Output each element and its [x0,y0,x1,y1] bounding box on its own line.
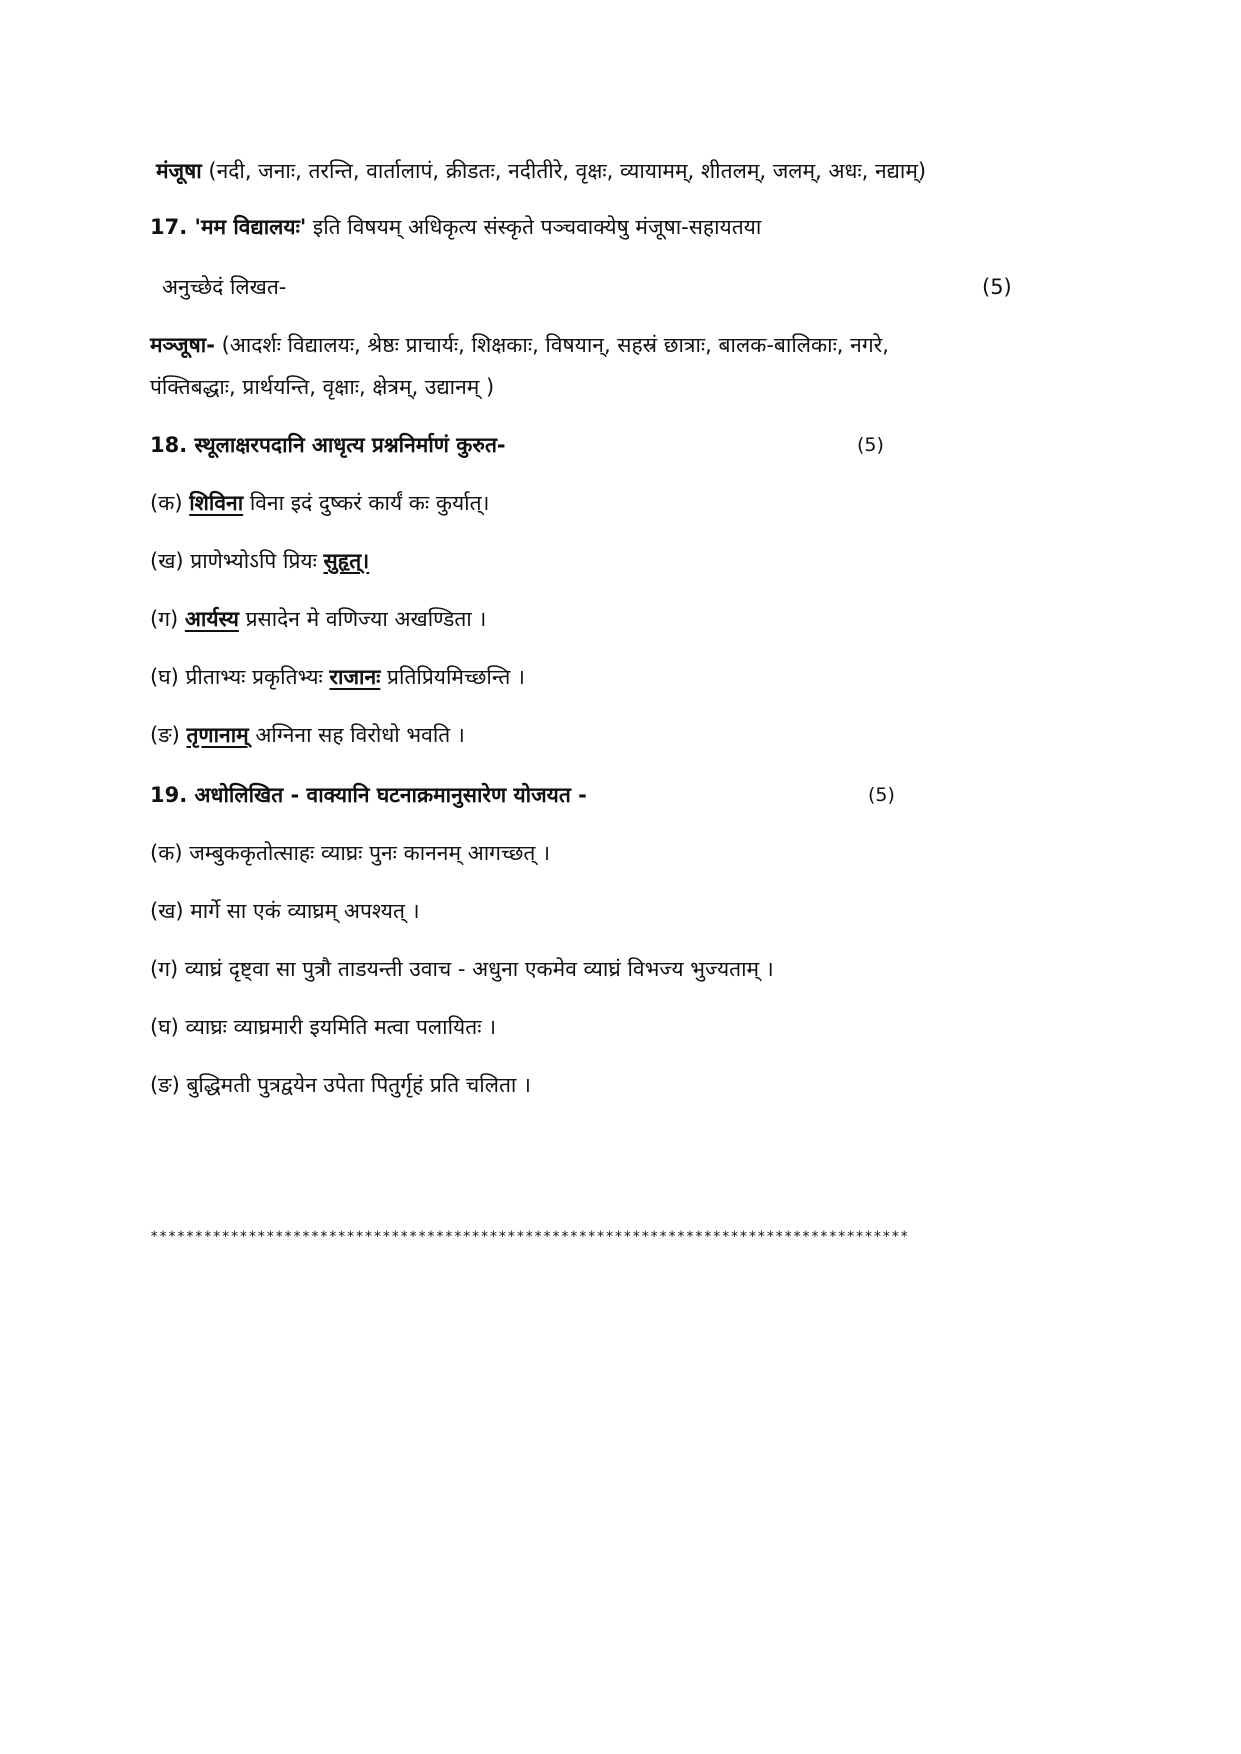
q18-item-2-bold: सुहृत्। [323,549,370,573]
q17-manjusha-line2: पंक्तिबद्धाः, प्रार्थयन्ति, वृक्षाः, क्षेत्रम्, उद्यानम् ) [150,375,495,399]
q17-topic: 'मम विद्यालयः' [194,215,307,239]
q19-item-3: (ग) व्याघ्रं दृष्ट्वा सा पुत्रौ ताडयन्ती उवाच - अधुना एकमेव व्याघ्रं विभज्य भुज्यताम् । [150,957,774,981]
q18-item-2-pre: (ख) प्राणेभ्योऽपि प्रियः [150,549,324,573]
q18-item-4-bold: राजानः [329,665,381,689]
q18-item-1 [150,488,490,518]
q18-item-2 [150,546,369,576]
q18-item-4-pre: (घ) प्रीताभ्यः प्रकृतिभ्यः [150,665,330,689]
q17-line [150,212,761,242]
q19-item-1: (क) जम्बुककृतोत्साहः व्याघ्रः पुनः काननम् आगच्छत् । [150,841,551,865]
q18-item-3-post: प्रसादेन मे वणिज्या अखण्डिता । [238,607,487,631]
q19-item-4: (घ) व्याघ्रः व्याघ्रमारी इयमिति मत्वा पलायितः । [150,1015,497,1039]
manjusha-label: मंजूषा [156,159,202,183]
q18-item-5-pre: (ङ) [150,723,187,747]
q18-item-5 [150,720,465,750]
q18-item-4-post: प्रतिप्रियमिच्छन्ति । [380,665,525,689]
q17-line2: अनुच्छेदं लिखत- [162,275,287,299]
q17-marks: (5) [982,275,1012,299]
q18-item-1-post: विना इदं दुष्करं कार्यं कः कुर्यात्। [243,491,490,515]
q17-number: 17. [150,215,195,239]
q18-marks: (5) [857,434,884,456]
q17-manjusha-line1 [150,330,889,360]
manjusha-words: (नदी, जनाः, तरन्ति, वार्तालापं, क्रीडतः, नदीतीरे, वृक्षः, व्यायामम्, शीतलम्, जलम्, अधः, नद्याम्) [201,159,927,183]
q18-item-1-bold: शिविना [189,491,244,515]
q17-manjusha-label: मञ्जूषा- [150,333,215,357]
manjusha-line [156,156,926,186]
q17-text: इति विषयम् अधिकृत्य संस्कृते पञ्चवाक्येषु मंजूषा-सहायतया [306,215,762,239]
q17-manjusha-words1: (आदर्शः विद्यालयः, श्रेष्ठः प्राचार्यः, शिक्षकाः, विषयान्, सहस्रं छात्राः, बालक-बालिकाः, नगरे, [214,333,889,357]
end-separator: ************************************************************************************* [150,1229,909,1245]
q19-marks: (5) [868,784,895,806]
q18-item-4 [150,662,525,692]
q18-item-5-post: अग्निना सह विरोधो भवति । [248,723,465,747]
q18-item-3-bold: आर्यस्य [184,607,239,631]
q18-item-5-bold: तृणानाम् [186,723,249,747]
q19-item-2: (ख) मार्गे सा एकं व्याघ्रम् अपश्यत् । [150,899,420,923]
q18-item-3 [150,604,486,634]
q18-heading: 18. स्थूलाक्षरपदानि आधृत्य प्रश्ननिर्माणं कुरुत- [150,433,506,457]
q18-item-3-pre: (ग) [150,607,185,631]
q19-heading: 19. अधोलिखित - वाक्यानि घटनाक्रमानुसारेण योजयत - [150,783,587,807]
q18-item-1-pre: (क) [150,491,190,515]
q19-item-5: (ङ) बुद्धिमती पुत्रद्वयेन उपेता पितुर्गृहं प्रति चलिता । [150,1073,531,1097]
